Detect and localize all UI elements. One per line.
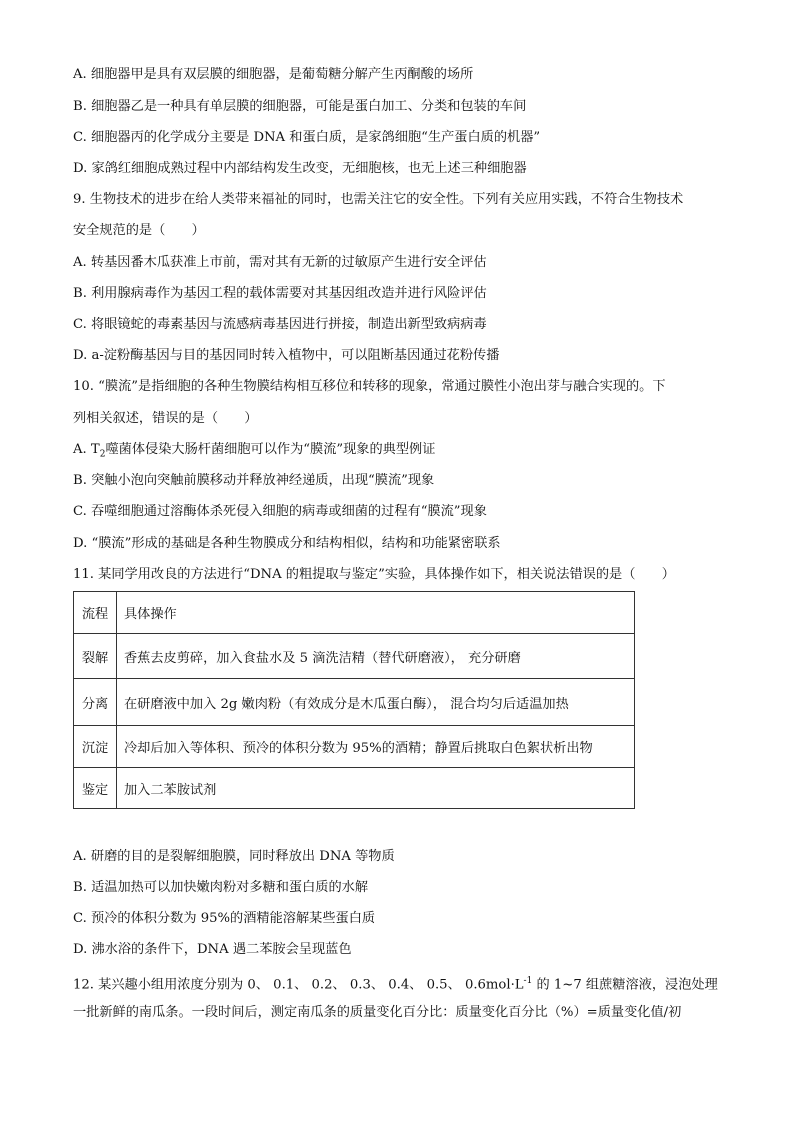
q12-stem-line1 xyxy=(73,972,718,994)
q12-stem-superscript: -1 xyxy=(523,976,533,986)
q12-stem-prefix: 12. 某兴趣小组用浓度分别为 0、 0.1、 0.2、 0.3、 0.4、 0.5、 0.6mol·L xyxy=(73,977,524,993)
table-cell-step: 流程 xyxy=(74,592,117,634)
q12-stem-suffix: 的 1~7 组蔗糖溶液，浸泡处理 xyxy=(532,977,718,993)
q9-option-d: D. a-淀粉酶基因与目的基因同时转入植物中，可以阻断基因通过花粉传播 xyxy=(73,348,500,363)
table-row xyxy=(74,768,635,809)
q9-option-c: C. 将眼镜蛇的毒素基因与流感病毒基因进行拼接，制造出新型致病病毒 xyxy=(73,317,487,332)
table-cell-step: 分离 xyxy=(74,679,117,726)
q10-option-a-text: 噬菌体侵染大肠杆菌细胞可以作为“膜流”现象的典型例证 xyxy=(105,442,436,457)
q10-option-b: B. 突触小泡向突触前膜移动并释放神经递质，出现“膜流”现象 xyxy=(73,473,435,488)
q10-option-c: C. 吞噬细胞通过溶酶体杀死侵入细胞的病毒或细菌的过程有“膜流”现象 xyxy=(73,504,487,519)
q8-option-c: C. 细胞器丙的化学成分主要是 DNA 和蛋白质，是家鸽细胞“生产蛋白质的机器” xyxy=(73,130,541,145)
q11-stem: 11. 某同学用改良的方法进行“DNA 的粗提取与鉴定”实验，具体操作如下，相关说法错误的是（ ） xyxy=(73,567,675,582)
q11-option-a: A. 研磨的目的是裂解细胞膜，同时释放出 DNA 等物质 xyxy=(73,849,395,864)
q10-option-a xyxy=(73,441,435,464)
table-cell-step: 裂解 xyxy=(74,634,117,679)
q8-option-b: B. 细胞器乙是一种具有单层膜的细胞器，可能是蛋白加工、分类和包装的车间 xyxy=(73,99,527,114)
q8-option-d: D. 家鸽红细胞成熟过程中内部结构发生改变，无细胞核，也无上述三种细胞器 xyxy=(73,161,527,176)
table-row xyxy=(74,679,635,726)
q12-stem-line2: 一批新鲜的南瓜条。一段时间后，测定南瓜条的质量变化百分比：质量变化百分比（%）=质量变化值/初 xyxy=(73,1005,682,1020)
table-row xyxy=(74,634,635,679)
table-row xyxy=(74,726,635,768)
q10-option-d: D. “膜流”形成的基础是各种生物膜成分和结构相似，结构和功能紧密联系 xyxy=(73,536,501,551)
q9-option-b: B. 利用腺病毒作为基因工程的载体需要对其基因组改造并进行风险评估 xyxy=(73,286,487,301)
q9-stem-line1: 9. 生物技术的进步在给人类带来福祉的同时，也需关注它的安全性。下列有关应用实践，不符合生物技术 xyxy=(73,192,684,207)
q11-option-b: B. 适温加热可以加快嫩肉粉对多糖和蛋白质的水解 xyxy=(73,880,369,895)
q11-option-c: C. 预冷的体积分数为 95%的酒精能溶解某些蛋白质 xyxy=(73,911,376,926)
table-cell-step: 鉴定 xyxy=(74,768,117,809)
q10-option-a-prefix: A. T xyxy=(73,442,100,457)
q9-option-a: A. 转基因番木瓜获准上市前，需对其有无新的过敏原产生进行安全评估 xyxy=(73,255,487,270)
table-cell-operation: 冷却后加入等体积、预冷的体积分数为 95%的酒精；静置后挑取白色絮状析出物 xyxy=(117,726,635,768)
q10-option-a-subscript: 2 xyxy=(99,449,106,460)
q11-option-d: D. 沸水浴的条件下，DNA 遇二苯胺会呈现蓝色 xyxy=(73,942,352,957)
table-row xyxy=(74,592,635,634)
table-cell-step: 沉淀 xyxy=(74,726,117,768)
table-cell-operation: 在研磨液中加入 2g 嫩肉粉（有效成分是木瓜蛋白酶）， 混合均匀后适温加热 xyxy=(117,679,635,726)
q10-stem-line1: 10. “膜流”是指细胞的各种生物膜结构相互移位和转移的现象，常通过膜性小泡出芽与融合实现的。下 xyxy=(73,379,666,394)
table-cell-operation: 加入二苯胺试剂 xyxy=(117,768,635,809)
table-cell-operation: 香蕉去皮剪碎，加入食盐水及 5 滴洗洁精（替代研磨液）， 充分研磨 xyxy=(117,634,635,679)
q9-stem-line2: 安全规范的是（ ） xyxy=(73,223,205,238)
table-cell-operation: 具体操作 xyxy=(117,592,635,634)
procedure-table xyxy=(73,591,635,809)
q10-stem-line2: 列相关叙述，错误的是（ ） xyxy=(73,411,258,426)
q8-option-a: A. 细胞器甲是具有双层膜的细胞器，是葡萄糖分解产生丙酮酸的场所 xyxy=(73,67,474,82)
